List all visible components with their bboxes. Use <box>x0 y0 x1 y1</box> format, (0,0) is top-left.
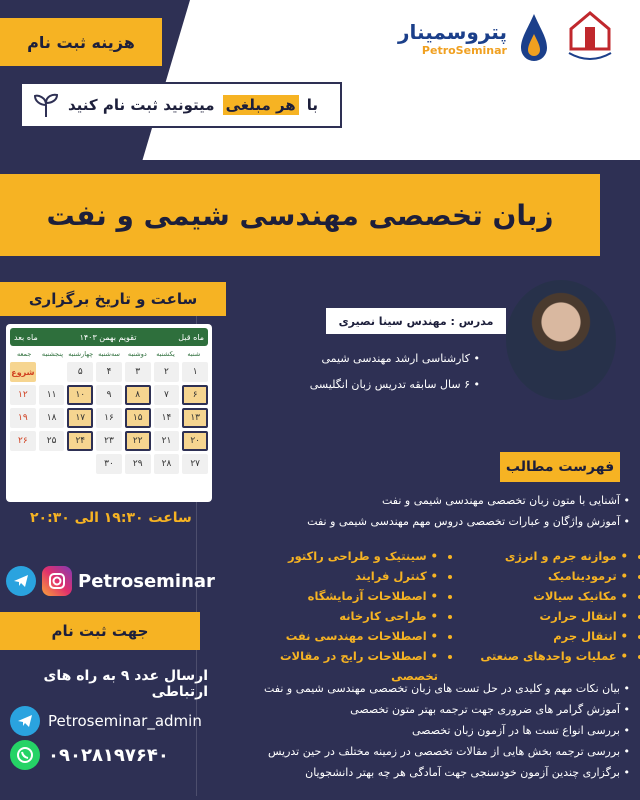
toc-bottom-item: • بیان نکات مهم و کلیدی در حل تست های زبان تخصصی مهندسی شیمی و نفت <box>264 678 630 699</box>
calendar-day[interactable]: ۳۰ <box>96 454 122 474</box>
register-badge: جهت ثبت نام <box>0 612 200 650</box>
calendar-day[interactable]: ۲۰ <box>182 431 208 451</box>
topic-item: • • عملیات واحدهای صنعتی <box>438 646 628 666</box>
university-logo <box>561 9 619 67</box>
topic-item: • • مکانیک سیالات <box>438 586 628 606</box>
weekday-label: یکشنبه <box>156 350 175 358</box>
calendar-day[interactable]: ۷ <box>154 385 180 405</box>
topic-item: • • اصطلاحات آزمایشگاه <box>248 586 438 606</box>
calendar-header <box>10 328 208 346</box>
calendar-empty-cell <box>39 454 65 474</box>
oil-drop-icon <box>517 12 551 64</box>
topic-item: • • سینتیک و طراحی راکتور <box>248 546 438 566</box>
telegram-icon[interactable] <box>10 706 40 736</box>
topics-left-column <box>248 546 438 686</box>
calendar-day[interactable]: ۶ <box>182 385 208 405</box>
social-row <box>6 566 215 596</box>
calendar-empty-cell <box>39 362 65 382</box>
petroseminar-logo <box>398 20 507 57</box>
calendar-day[interactable]: ۲۶ <box>10 431 36 451</box>
phone-contact <box>10 740 169 770</box>
brand-name-en: PetroSeminar <box>421 43 507 57</box>
calendar-day[interactable]: ۲۸ <box>154 454 180 474</box>
topic-item: • • انتقال حرارت <box>438 606 628 626</box>
pay-highlight: هر مبلغی <box>223 95 299 115</box>
course-title: زبان تخصصی مهندسی شیمی و نفت <box>0 174 600 256</box>
calendar-day[interactable]: ۱۴ <box>154 408 180 428</box>
calendar-day[interactable]: ۵ <box>67 362 93 382</box>
toc-intro-list <box>307 490 630 532</box>
calendar-day[interactable]: ۲۲ <box>125 431 151 451</box>
calendar-day[interactable]: ۱ <box>182 362 208 382</box>
calendar-day[interactable]: ۱۰ <box>67 385 93 405</box>
calendar-prev-button[interactable]: ماه قبل <box>178 332 204 342</box>
topic-item: • • اصطلاحات رایج در مقالات تخصصی <box>248 646 438 686</box>
logo-area <box>398 6 628 70</box>
topic-item: • • انتقال جرم <box>438 626 628 646</box>
toc-intro-item: • آشنایی با متون زبان تخصصی مهندسی شیمی و نفت <box>307 490 630 511</box>
topic-item: • • موازنه جرم و انرژی <box>438 546 628 566</box>
pay-suffix: میتونید ثبت نام کنید <box>68 96 215 114</box>
teacher-name: مدرس : مهندس سینا نصیری <box>326 308 506 334</box>
calendar-day[interactable]: ۲۴ <box>67 431 93 451</box>
topic-item: • • اصطلاحات مهندسی نفت <box>248 626 438 646</box>
topics-right-column <box>438 546 628 686</box>
calendar-empty-cell <box>10 454 36 474</box>
telegram-icon[interactable] <box>6 566 36 596</box>
calendar-day[interactable]: ۱۵ <box>125 408 151 428</box>
start-label: شروع <box>10 362 36 382</box>
calendar-next-button[interactable]: ماه بعد <box>14 332 38 342</box>
sms-instruction: ارسال عدد ۹ به راه های ارتباطی <box>43 668 208 700</box>
calendar-day[interactable]: ۱۳ <box>182 408 208 428</box>
calendar-day[interactable]: ۱۷ <box>67 408 93 428</box>
cost-badge: هزینه ثبت نام <box>0 18 162 66</box>
topic-item: • • طراحی کارخانه <box>248 606 438 626</box>
weekday-label: سه‌شنبه <box>98 350 120 358</box>
weekday-label: جمعه <box>16 350 32 358</box>
calendar-day[interactable]: ۱۶ <box>96 408 122 428</box>
instagram-icon[interactable] <box>42 566 72 596</box>
teacher-photo <box>506 280 616 400</box>
teacher-credential: • ۶ سال سابقه تدریس زبان انگلیسی <box>310 372 480 398</box>
calendar-weekdays <box>10 350 208 358</box>
pay-any-amount-box <box>20 82 342 128</box>
toc-bottom-item: • بررسی ترجمه بخش هایی از مقالات تخصصی در زمینه مختلف در حین تدریس <box>264 741 630 762</box>
calendar-day[interactable]: ۱۲ <box>10 385 36 405</box>
calendar-grid <box>10 362 208 474</box>
calendar-day[interactable]: ۲۱ <box>154 431 180 451</box>
calendar-title: تقویم بهمن ۱۴۰۳ <box>79 332 137 342</box>
teacher-credential: • کارشناسی ارشد مهندسی شیمی <box>310 346 480 372</box>
topic-item: • • کنترل فرایند <box>248 566 438 586</box>
class-time: ساعت ۱۹:۳۰ الی ۲۰:۳۰ <box>30 510 192 526</box>
pay-prefix: با <box>306 96 318 114</box>
calendar-day[interactable]: ۲۳ <box>96 431 122 451</box>
toc-topics <box>248 546 628 686</box>
calendar-day[interactable]: ۹ <box>96 385 122 405</box>
schedule-badge: ساعت و تاریخ برگزاری <box>0 282 226 316</box>
calendar-day[interactable]: ۱۱ <box>39 385 65 405</box>
social-handle[interactable]: Petroseminar <box>78 570 215 592</box>
topic-item: • • ترمودینامیک <box>438 566 628 586</box>
weekday-label: شنبه <box>187 350 201 358</box>
calendar-day[interactable]: ۴ <box>96 362 122 382</box>
calendar-day[interactable]: ۳ <box>125 362 151 382</box>
calendar-day[interactable]: ۲۷ <box>182 454 208 474</box>
toc-bottom-list <box>264 678 630 783</box>
phone-number[interactable]: ۰۹۰۲۸۱۹۷۶۴۰ <box>48 744 169 766</box>
calendar-empty-cell <box>67 454 93 474</box>
teacher-credentials <box>310 346 480 398</box>
weekday-label: پنجشنبه <box>41 350 64 358</box>
calendar-day[interactable]: ۸ <box>125 385 151 405</box>
brand-name-fa: پتروسمینار <box>398 19 507 44</box>
toc-bottom-item: • آموزش گرامر های ضروری جهت ترجمه بهتر متون تخصصی <box>264 699 630 720</box>
certificate-note: همراه با گواهی پایان دوره <box>291 144 460 159</box>
toc-badge: فهرست مطالب <box>500 452 620 482</box>
sprout-icon <box>32 91 60 119</box>
calendar-day[interactable]: ۲ <box>154 362 180 382</box>
whatsapp-icon[interactable] <box>10 740 40 770</box>
toc-bottom-item: • برگزاری چندین آزمون خودسنجی جهت آمادگی هر چه بهتر دانشجویان <box>264 762 630 783</box>
admin-handle[interactable]: Petroseminar_admin <box>48 712 202 730</box>
calendar-day[interactable]: ۱۸ <box>39 408 65 428</box>
toc-bottom-item: • بررسی انواع تست ها در آزمون زبان تخصصی <box>264 720 630 741</box>
toc-intro-item: • آموزش واژگان و عبارات تخصصی دروس مهم مهندسی شیمی و نفت <box>307 511 630 532</box>
calendar-day[interactable]: ۱۹ <box>10 408 36 428</box>
calendar <box>6 324 212 502</box>
weekday-label: دوشنبه <box>127 350 147 358</box>
weekday-label: چهارشنبه <box>68 350 94 358</box>
admin-contact <box>10 706 202 736</box>
calendar-day[interactable]: ۲۹ <box>125 454 151 474</box>
calendar-day[interactable]: ۲۵ <box>39 431 65 451</box>
